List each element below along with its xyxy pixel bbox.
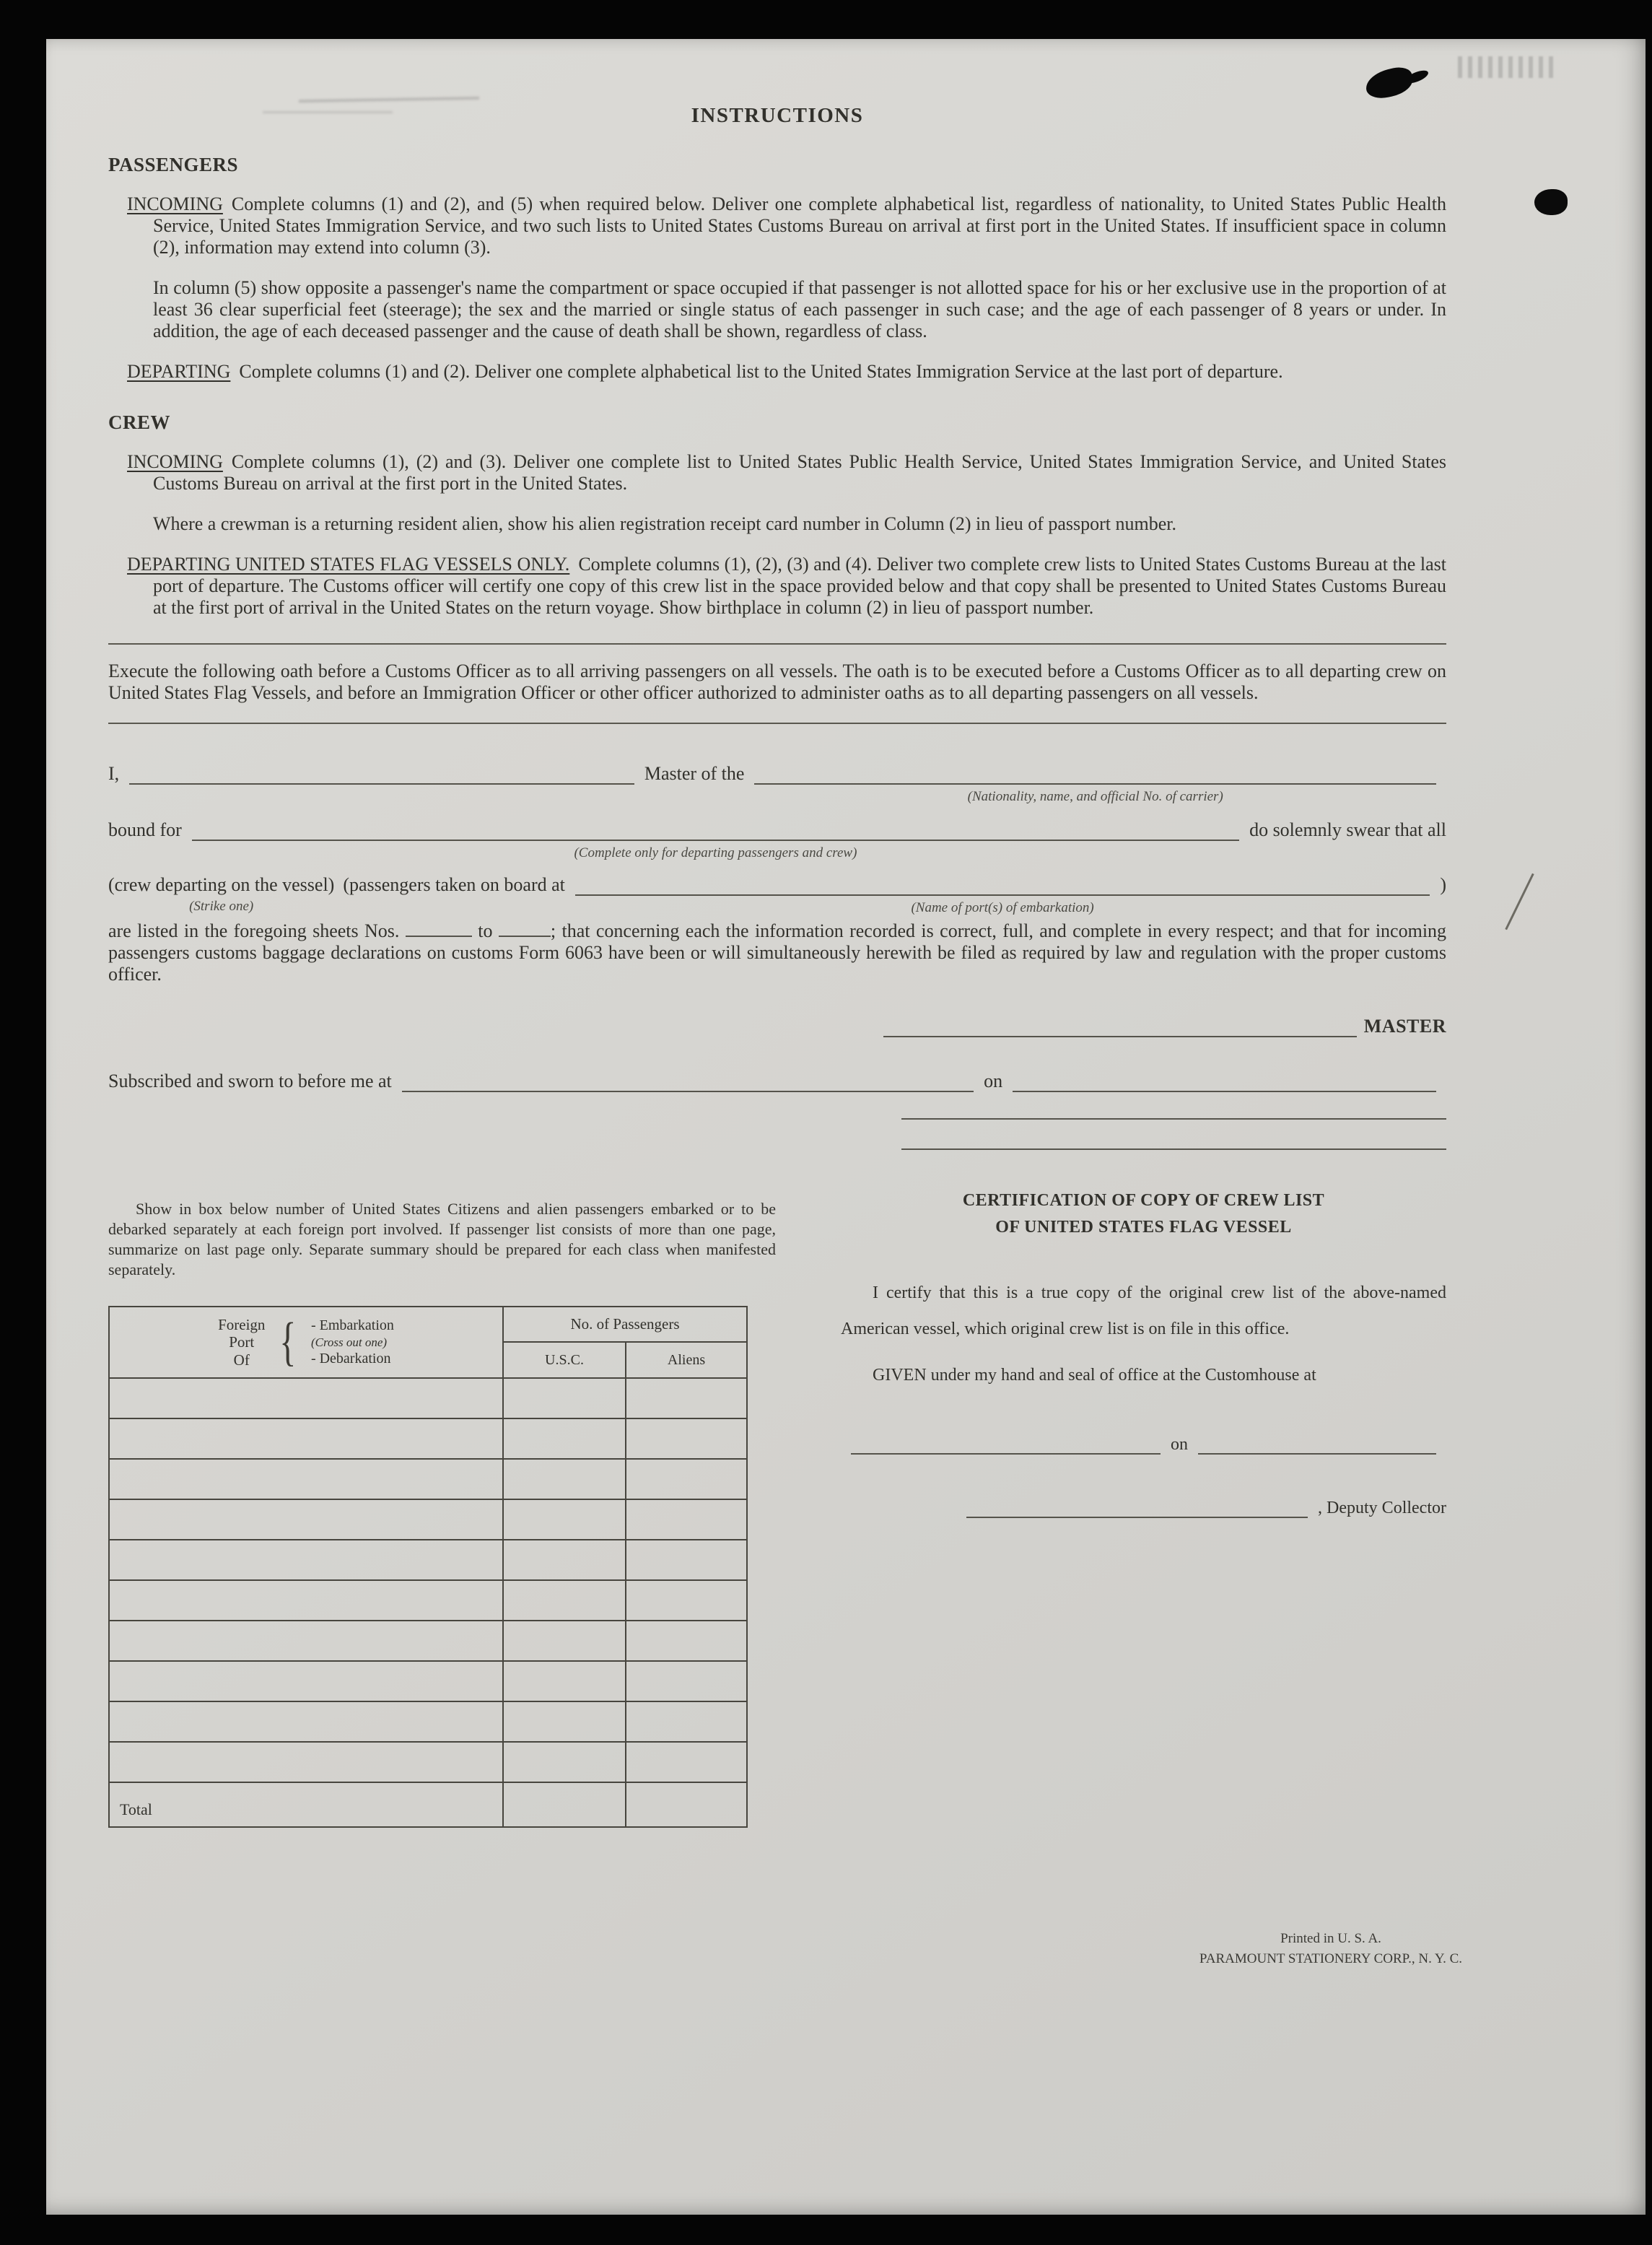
empty-cell <box>626 1540 747 1580</box>
empty-cell <box>109 1701 503 1742</box>
printer-footer <box>1161 1929 1500 1969</box>
crew-departing-option <box>108 874 335 914</box>
master-of-the-label: Master of the <box>644 763 745 784</box>
sheets-to-blank <box>499 921 551 937</box>
horizontal-rule <box>108 723 1446 724</box>
table-empty-row <box>109 1661 747 1701</box>
empty-cell <box>503 1621 626 1661</box>
ink-blob-artifact <box>1534 189 1568 215</box>
bound-for-blank <box>192 819 1239 860</box>
departing-text: Complete columns (1) and (2). Deliver one complete alphabetical list to the United States Immigration Service at the last port of departure. <box>239 361 1283 382</box>
empty-cell <box>503 1418 626 1459</box>
total-label-cell: Total <box>109 1782 503 1827</box>
table-empty-row <box>109 1621 747 1661</box>
port-word: Port <box>229 1333 255 1351</box>
empty-cell <box>626 1499 747 1540</box>
certify-paragraph: I certify that this is a true copy of the original crew list of the above-named American vessel, which original crew list is on file in this office. <box>841 1283 1446 1338</box>
swear-label: do solemnly swear that all <box>1249 819 1446 840</box>
passengers-heading: PASSENGERS <box>108 154 239 175</box>
strike-one-caption: (Strike one) <box>189 899 254 914</box>
empty-cell <box>109 1459 503 1499</box>
oath-body-part2: ; that concerning each the information recorded is correct, full, and complete in every respect; and that for incoming passengers customs baggage declarations on customs Form 6063 have been or will simultaneously herewith be filed as required by law and regulation with the proper customs officer. <box>108 920 1447 985</box>
usc-column-header: U.S.C. <box>503 1342 626 1378</box>
port-summary-section <box>108 1183 776 1828</box>
vessel-name-blank <box>754 763 1436 804</box>
empty-cell <box>503 1499 626 1540</box>
officer-signature-blank <box>901 1118 1446 1120</box>
horizontal-rule <box>108 643 1446 645</box>
table-empty-row <box>109 1378 747 1418</box>
crew-incoming-paragraph <box>108 451 1446 494</box>
port-summary-table <box>108 1306 748 1828</box>
bound-for-caption: (Complete only for departing passengers and crew) <box>574 845 857 860</box>
table-empty-row <box>109 1459 747 1499</box>
cert-on-label: on <box>1171 1434 1188 1454</box>
empty-cell <box>626 1378 747 1418</box>
crew-incoming-label: INCOMING <box>127 451 223 472</box>
embarkation-option: - Embarkation <box>310 1317 394 1333</box>
sworn-place-blank <box>402 1071 974 1092</box>
table-empty-row <box>109 1701 747 1742</box>
certification-title-line1: CERTIFICATION OF COPY OF CREW LIST <box>962 1191 1325 1210</box>
sworn-row <box>108 1071 1446 1092</box>
passengers-column5-paragraph: In column (5) show opposite a passenger's name the compartment or space occupied if that passenger is not allotted space for his or her exclusive use in the proportion of at least 36 clear superficial feet (steerage); the sex and the married or single status of each passenger in such case; and the age of each passenger of 8 years or under. In addition, the age of each deceased passenger and the cause of death shall be shown, regardless of class. <box>153 277 1446 341</box>
crew-departing-paragraph <box>108 554 1446 619</box>
empty-cell <box>626 1621 747 1661</box>
empty-cell <box>626 1459 747 1499</box>
certification-title-line2: OF UNITED STATES FLAG VESSEL <box>995 1218 1292 1237</box>
embark-debark-stack <box>311 1317 394 1368</box>
port-table-body <box>109 1307 747 1827</box>
customhouse-place-blank <box>851 1433 1161 1455</box>
master-name-blank <box>129 763 634 785</box>
oath-line-master <box>108 763 1446 804</box>
empty-cell <box>109 1580 503 1621</box>
empty-cell <box>503 1782 626 1827</box>
foreign-word: Foreign <box>218 1316 266 1334</box>
form-content <box>108 39 1446 1828</box>
passengers-departing-paragraph <box>108 361 1446 383</box>
master-label: MASTER <box>1363 1016 1446 1037</box>
empty-cell <box>109 1540 503 1580</box>
sheets-from-blank <box>406 921 472 937</box>
table-empty-row <box>109 1540 747 1580</box>
sworn-date-blank <box>1013 1071 1436 1092</box>
passengers-incoming-paragraph <box>108 193 1446 258</box>
oath-body-to: to <box>478 920 493 941</box>
bottom-section <box>108 1183 1446 1828</box>
master-signature-blank <box>883 1016 1357 1037</box>
passengers-count-header: No. of Passengers <box>503 1307 747 1342</box>
vessel-name-caption: (Nationality, name, and official No. of carrier) <box>967 789 1223 804</box>
aliens-column-header: Aliens <box>626 1342 747 1378</box>
incoming-label: INCOMING <box>127 193 223 214</box>
certification-title <box>841 1187 1446 1241</box>
master-signature-row <box>108 1016 1446 1037</box>
departing-label: DEPARTING <box>127 361 231 382</box>
of-word: Of <box>233 1351 250 1369</box>
page-title: INSTRUCTIONS <box>691 104 864 127</box>
empty-cell <box>626 1418 747 1459</box>
empty-cell <box>109 1418 503 1459</box>
empty-cell <box>503 1661 626 1701</box>
empty-cell <box>626 1580 747 1621</box>
brace-glyph: { <box>279 1312 297 1372</box>
foreign-port-stack <box>218 1316 265 1368</box>
officer-title-blank <box>901 1148 1446 1150</box>
empty-cell <box>109 1499 503 1540</box>
crew-alien-note-paragraph: Where a crewman is a returning resident alien, show his alien registration receipt card number in Column (2) in lieu of passport number. <box>153 513 1177 534</box>
debarkation-option: - Debarkation <box>310 1351 391 1367</box>
bound-for-label: bound for <box>108 819 182 840</box>
crew-incoming-text: Complete columns (1), (2) and (3). Deliver one complete list to United States Public Health Service, United States Immigration Service, and United States Customs Bureau on arrival at the first port in the United States. <box>153 451 1446 494</box>
crew-departing-text: Complete columns (1), (2), (3) and (4). Deliver two complete crew lists to United States Customs Bureau at the last port of departure. The Customs officer will certify one copy of this crew list in the space provided below and that copy shall be presented to United States Customs Bureau at the first port of arrival in the United States on the return voyage. Show birthplace in column (2) in lieu of passport number. <box>153 554 1446 618</box>
summary-note: Show in box below number of United States Citizens and alien passengers embarked or to be debarked separately at each foreign port involved. If passenger list consists of more than one page, summarize on last page only. Separate summary should be prepared for each class when manifested separately. <box>108 1200 776 1278</box>
crew-departing-label: DEPARTING UNITED STATES FLAG VESSELS ONLY. <box>127 554 570 575</box>
incoming-text: Complete columns (1) and (2), and (5) when required below. Deliver one complete alphabetical list, regardless of nationality, to United States Public Health Service, United States Immigration Service, and two such lists to United States Customs Bureau on arrival at first port in the United States. If insufficient space in column (2), information may extend into column (3). <box>153 193 1446 258</box>
given-paragraph: GIVEN under my hand and seal of office at the Customhouse at <box>873 1365 1316 1385</box>
empty-cell <box>109 1621 503 1661</box>
oath-body-paragraph <box>108 920 1446 985</box>
empty-cell <box>503 1378 626 1418</box>
cert-date-blank <box>1198 1433 1436 1455</box>
empty-cell <box>109 1378 503 1418</box>
smudge-artifact <box>1458 56 1559 78</box>
empty-cell <box>503 1459 626 1499</box>
deputy-collector-label: , Deputy Collector <box>1318 1498 1446 1517</box>
sworn-on-label: on <box>984 1071 1003 1091</box>
paper-sheet <box>46 39 1646 2215</box>
empty-cell <box>503 1540 626 1580</box>
stationery-company: PARAMOUNT STATIONERY CORP., N. Y. C. <box>1199 1950 1463 1966</box>
empty-cell <box>626 1661 747 1701</box>
table-empty-row <box>109 1418 747 1459</box>
embarkation-port-caption: (Name of port(s) of embarkation) <box>911 900 1094 915</box>
table-empty-row <box>109 1742 747 1782</box>
empty-cell <box>626 1782 747 1827</box>
table-total-row <box>109 1782 747 1827</box>
table-empty-row <box>109 1580 747 1621</box>
empty-cell <box>503 1742 626 1782</box>
empty-cell <box>109 1661 503 1701</box>
empty-cell <box>626 1742 747 1782</box>
customhouse-date-row <box>841 1433 1446 1455</box>
empty-cell <box>626 1701 747 1742</box>
crew-heading: CREW <box>108 411 171 433</box>
table-header-row <box>109 1307 747 1342</box>
oath-body-part1: are listed in the foregoing sheets Nos. <box>108 920 400 941</box>
oath-i-prefix: I, <box>108 763 120 784</box>
deputy-signature-blank <box>966 1496 1308 1518</box>
certification-section <box>841 1183 1446 1828</box>
foreign-port-header <box>110 1312 502 1372</box>
deputy-collector-row <box>841 1496 1446 1518</box>
oath-line-bound-for <box>108 819 1446 860</box>
empty-cell <box>503 1580 626 1621</box>
foreign-port-header-cell <box>109 1307 503 1378</box>
close-paren: ) <box>1440 874 1446 895</box>
sworn-prefix: Subscribed and sworn to before me at <box>108 1071 392 1091</box>
oath-line-embarkation <box>108 874 1446 915</box>
empty-cell <box>503 1701 626 1742</box>
passengers-taken-label: (passengers taken on board at <box>343 874 565 895</box>
oath-intro-paragraph: Execute the following oath before a Customs Officer as to all arriving passengers on all vessels. The oath is to be executed before a Customs Officer as to all departing crew on United States Flag Vessels, and before an Immigration Officer or other officer authorized to administer oaths as to all departing passengers on all vessels. <box>108 661 1446 703</box>
cross-out-one-note: (Cross out one) <box>310 1335 388 1349</box>
empty-cell <box>109 1742 503 1782</box>
printed-in-usa: Printed in U. S. A. <box>1280 1931 1381 1946</box>
crew-departing-option-text: (crew departing on the vessel) <box>108 874 335 895</box>
table-empty-row <box>109 1499 747 1540</box>
embarkation-port-blank <box>575 874 1430 915</box>
